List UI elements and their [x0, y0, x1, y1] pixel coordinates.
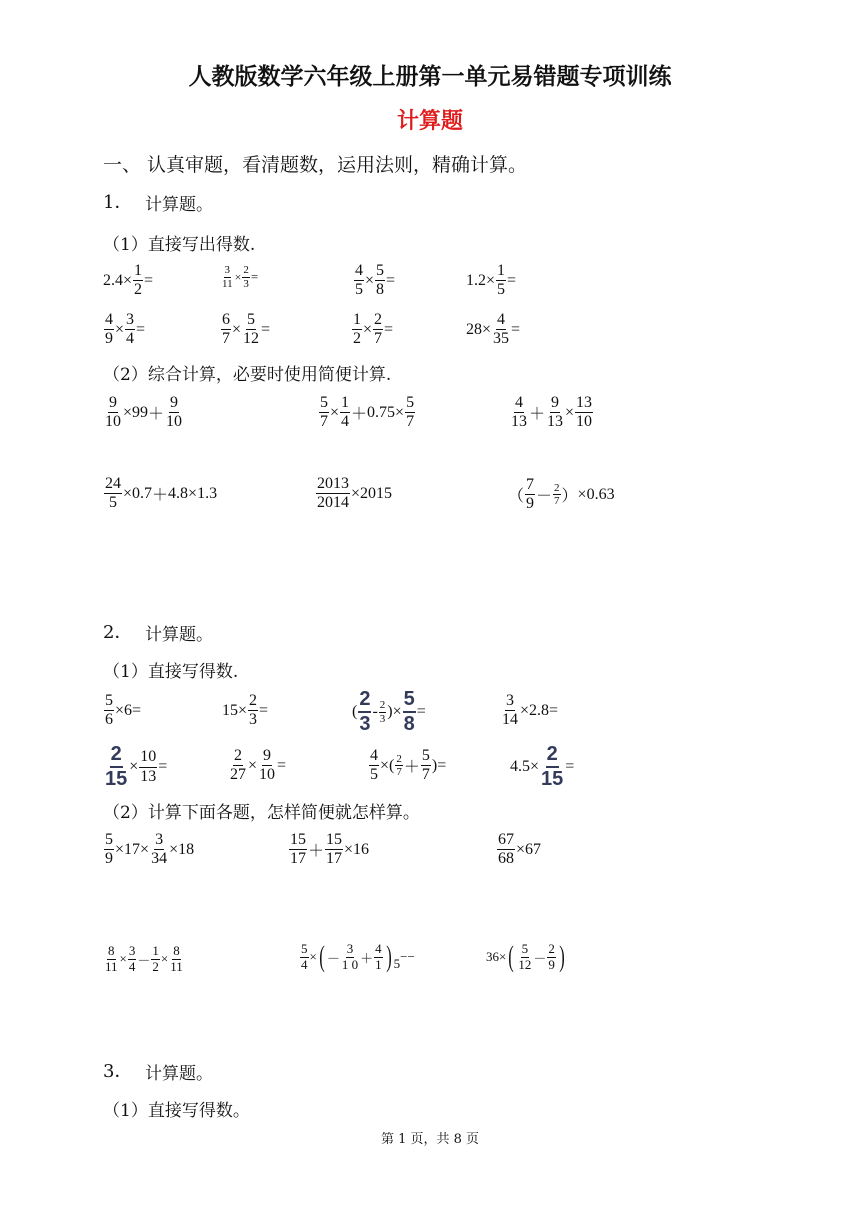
fraction: $\frac{6}{7}$: [222, 311, 230, 348]
q1-direct-expr-2: $\frac{3}{11}$ × $\frac{2}{3}$ =: [222, 264, 259, 290]
fraction: $\frac{5}{4}$: [301, 940, 308, 972]
question-2-number: 2．: [103, 622, 133, 643]
question-2-part-1: （1）直接写得数.: [103, 662, 239, 682]
fraction: $\frac{8}{11}$: [105, 943, 118, 974]
right-paren: ): [559, 940, 565, 973]
q2-direct-expr-8: 4.5 × $\frac{2}{15}$ =: [510, 743, 575, 790]
q1-direct-expr-1: 2.4 × $\frac{1}{2}$ =: [103, 262, 154, 299]
question-1-number: 1．: [103, 192, 133, 213]
question-3-part-1: （1）直接写得数。: [103, 1101, 250, 1121]
fraction: $\frac{3}{11}$: [222, 264, 233, 290]
fraction: $\frac{4}{9}$: [105, 311, 113, 348]
q2-combined-expr-1: $\frac{5}{9}$ × 17 × $\frac{3}{34}$ × 18: [105, 831, 195, 868]
q1-combined-expr-5: $\frac{2013}{2014}$ × 2015: [317, 475, 393, 512]
question-1-label: 计算题。: [145, 195, 213, 215]
document-subtitle: 计算题: [396, 108, 463, 134]
fraction: $\frac{3}{1 0}$: [341, 940, 359, 972]
fraction: $\frac{4}{5}$: [355, 262, 363, 299]
fraction: $\frac{1}{2}$: [134, 262, 143, 299]
fraction: $\frac{67}{68}$: [498, 831, 514, 868]
q1-direct-expr-3: $\frac{4}{5}$ × $\frac{5}{8}$ =: [355, 262, 396, 299]
fraction: $\frac{2}{3}$: [243, 264, 249, 290]
q2-combined-expr-3: $\frac{67}{68}$ × 67: [498, 831, 542, 868]
fraction: $\frac{9}{10}$: [259, 747, 276, 784]
q1-direct-expr-7: $\frac{1}{2}$ × $\frac{2}{7}$ =: [353, 311, 394, 348]
fraction: $\frac{9}{13}$: [547, 394, 564, 431]
question-3-label: 计算题。: [145, 1064, 213, 1084]
q2-combined-expr-6: 36 × ( $\frac{5}{12}$ － $\frac{2}{9}$ ): [486, 940, 565, 973]
fraction: $\frac{2}{7}$: [554, 481, 560, 508]
fraction: $\frac{5}{6}$: [105, 692, 113, 729]
section-heading: 一、 认真审题，看清题数，运用法则，精确计算。: [103, 154, 528, 176]
fraction: $\frac{8}{11}$: [170, 943, 183, 974]
left-paren: (: [319, 940, 325, 973]
fraction: $\frac{4}{13}$: [511, 394, 527, 431]
q1-combined-expr-2: $\frac{5}{7}$ × $\frac{1}{4}$ ＋ 0.75 × $\frac{5}{7}$: [320, 394, 415, 431]
page-footer: 第 1 页，共 8 页: [380, 1132, 480, 1147]
fraction: $\frac{2}{3}$: [359, 688, 371, 735]
fraction: $\frac{13}{10}$: [576, 394, 593, 431]
fraction: $\frac{2}{7}$: [374, 311, 383, 348]
q2-direct-expr-1: $\frac{5}{6}$ × 6 =: [105, 692, 142, 729]
q1-combined-expr-1: $\frac{9}{10}$ × 99 ＋ $\frac{9}{10}$: [105, 394, 183, 431]
q2-direct-expr-3: ( $\frac{2}{3}$ - $\frac{2}{3}$ ) × $\frac{5}{8}$ =: [352, 688, 426, 735]
q1-combined-expr-4: $\frac{24}{5}$ × 0.7 ＋ 4.8 × 1.3: [105, 475, 218, 512]
fraction: $\frac{1}{4}$: [341, 394, 350, 431]
question-3-number: 3．: [103, 1061, 133, 1082]
fraction: $\frac{4}{5}$: [370, 747, 378, 784]
fraction: $\frac{1}{5}$: [497, 262, 506, 299]
q2-combined-expr-5: $\frac{5}{4}$ × ( － $\frac{3}{1 0}$ ＋ $\frac{4}{1}$ ) 5 −−: [301, 940, 415, 973]
fraction: $\frac{15}{17}$: [326, 831, 343, 868]
q2-direct-expr-4: $\frac{3}{14}$ × 2.8 =: [502, 692, 559, 729]
fraction: $\frac{3}{4}$: [126, 311, 135, 348]
fraction: $\frac{7}{9}$: [526, 476, 535, 513]
q2-direct-expr-5: $\frac{2}{15}$ × $\frac{10}{13}$ =: [105, 743, 168, 790]
q1-direct-expr-8: 28 × $\frac{4}{35}$ =: [466, 311, 521, 348]
fraction: $\frac{3}{34}$: [151, 831, 168, 868]
q2-direct-expr-7: $\frac{4}{5}$ × ( $\frac{2}{7}$ ＋ $\frac{5}{7}$ ) =: [370, 747, 447, 784]
q2-combined-expr-2: $\frac{15}{17}$ ＋ $\frac{15}{17}$ × 16: [290, 831, 370, 868]
fraction: $\frac{2}{9}$: [548, 940, 555, 972]
fraction: $\frac{5}{7}$: [320, 394, 328, 431]
fraction: $\frac{2}{15}$: [105, 743, 128, 790]
fraction: $\frac{2}{27}$: [230, 747, 246, 784]
question-2-label: 计算题。: [145, 625, 213, 645]
fraction: $\frac{10}{13}$: [140, 748, 157, 785]
fraction: $\frac{2}{3}$: [249, 692, 258, 729]
fraction: $\frac{3}{4}$: [128, 943, 136, 974]
q2-direct-expr-2: 15 × $\frac{2}{3}$ =: [222, 692, 269, 729]
right-paren: ): [385, 940, 392, 973]
q1-combined-expr-3: $\frac{4}{13}$ ＋ $\frac{9}{13}$ × $\frac{13}{10}$: [511, 394, 593, 431]
fraction: $\frac{5}{9}$: [105, 831, 113, 868]
q2-direct-expr-6: $\frac{2}{27}$ × $\frac{9}{10}$ =: [230, 747, 287, 784]
fraction: $\frac{2013}{2014}$: [317, 475, 349, 512]
fraction: $\frac{1}{2}$: [152, 943, 159, 974]
q1-direct-expr-5: $\frac{4}{9}$ × $\frac{3}{4}$ =: [105, 311, 146, 348]
document-title: 人教版数学六年级上册第一单元易错题专项训练: [188, 63, 672, 90]
q1-combined-expr-6: （ $\frac{7}{9}$ － $\frac{2}{7}$ ） × 0.63: [508, 476, 615, 513]
fraction: $\frac{5}{7}$: [406, 394, 415, 431]
q1-direct-expr-4: 1.2 × $\frac{1}{5}$ =: [466, 262, 517, 299]
fraction: $\frac{4}{35}$: [493, 311, 510, 348]
fraction: $\frac{5}{8}$: [403, 688, 415, 735]
fraction: $\frac{2}{15}$: [541, 743, 564, 790]
fraction: $\frac{9}{10}$: [166, 394, 183, 431]
q1-direct-expr-6: $\frac{6}{7}$ × $\frac{5}{12}$ =: [222, 311, 271, 348]
fraction: $\frac{5}{12}$: [518, 940, 532, 972]
fraction: $\frac{3}{14}$: [502, 692, 518, 729]
fraction: $\frac{5}{7}$: [421, 747, 430, 784]
fraction: $\frac{4}{1}$: [375, 940, 382, 972]
fraction: $\frac{9}{10}$: [105, 394, 121, 431]
fraction: $\frac{2}{7}$: [396, 752, 402, 779]
question-2-part-2: （2）计算下面各题，怎样简便就怎样算。: [103, 803, 420, 823]
fraction: $\frac{24}{5}$: [105, 475, 121, 512]
fraction: $\frac{1}{2}$: [353, 311, 361, 348]
fraction: $\frac{5}{8}$: [376, 262, 385, 299]
left-paren: (: [508, 940, 515, 973]
q2-combined-expr-4: $\frac{8}{11}$ × $\frac{3}{4}$ － $\frac{1}{2}$ × $\frac{8}{11}$: [105, 943, 183, 974]
question-1-part-2: （2）综合计算，必要时使用简便计算.: [103, 365, 392, 385]
fraction: $\frac{5}{12}$: [243, 311, 260, 348]
fraction: $\frac{2}{3}$: [379, 698, 386, 725]
fraction: $\frac{15}{17}$: [290, 831, 306, 868]
question-1-part-1: （1）直接写出得数.: [103, 235, 256, 255]
